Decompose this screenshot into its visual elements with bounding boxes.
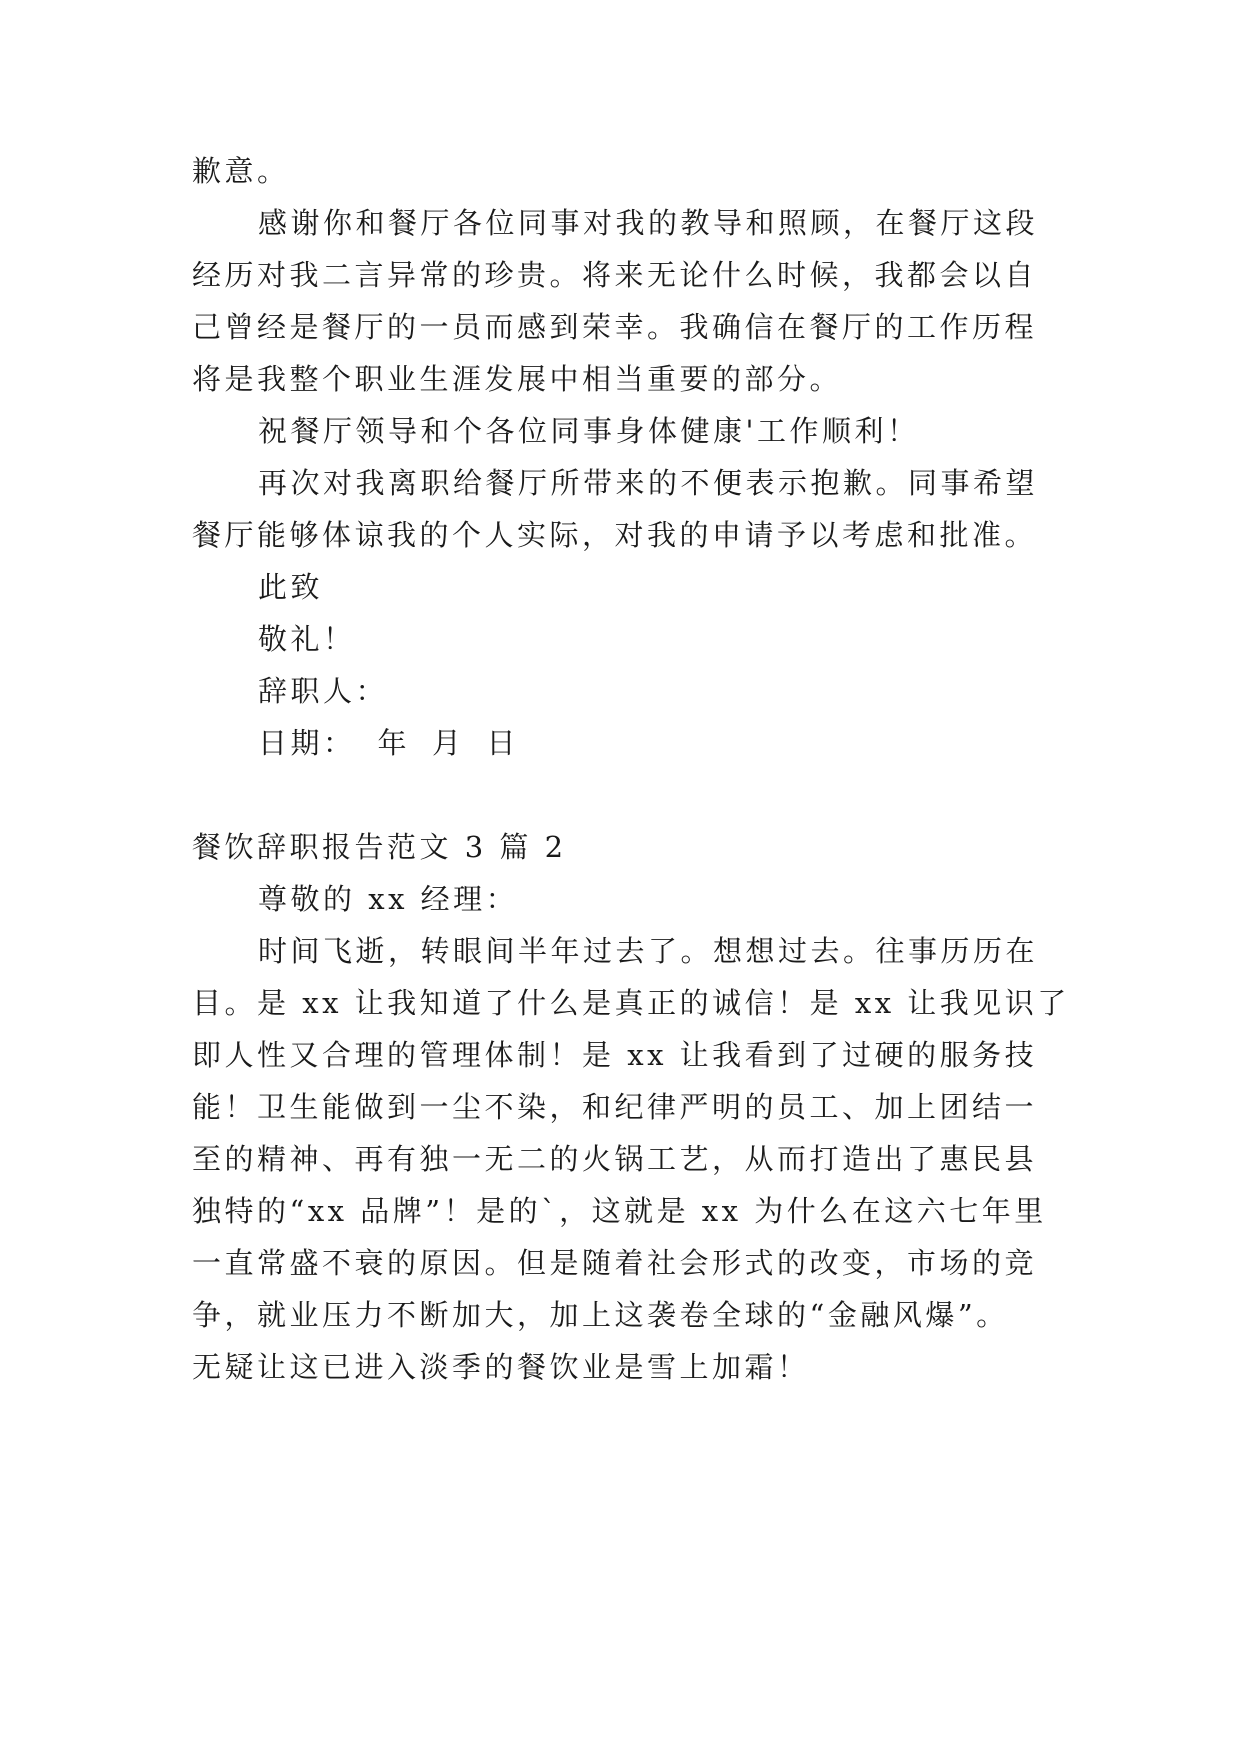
body-line-3: 即人性又合理的管理体制！是 xx 让我看到了过硬的服务技 xyxy=(192,1038,1038,1072)
wish-line: 祝餐厅领导和个各位同事身体健康'工作顺利！ xyxy=(258,414,920,448)
date-month: 月 xyxy=(432,726,465,760)
thanks-line-3: 己曾经是餐厅的一员而感到荣幸。我确信在餐厅的工作历程 xyxy=(192,310,1038,344)
body-line-4: 能！卫生能做到一尘不染，和纪律严明的员工、加上团结一 xyxy=(192,1090,1038,1124)
date-row xyxy=(258,723,519,763)
closing-line-1: 此致 xyxy=(258,570,324,604)
body-line-5: 至的精神、再有独一无二的火锅工艺，从而打造出了惠民县 xyxy=(192,1142,1038,1176)
signer-label: 辞职人： xyxy=(258,674,389,708)
apology-line-1: 再次对我离职给餐厅所带来的不便表示抱歉。同事希望 xyxy=(258,466,1039,500)
salutation: 尊敬的 xx 经理： xyxy=(258,882,519,916)
apology-line-2: 餐厅能够体谅我的个人实际，对我的申请予以考虑和批准。 xyxy=(192,518,1038,552)
body-line-2: 目。是 xx 让我知道了什么是真正的诚信！是 xx 让我见识了 xyxy=(192,986,1070,1020)
thanks-line-2: 经历对我二言异常的珍贵。将来无论什么时候，我都会以自 xyxy=(192,258,1038,292)
date-day: 日 xyxy=(486,726,520,760)
body-line-8: 争，就业压力不断加大，加上这袭卷全球的“金融风爆”。 xyxy=(192,1298,1009,1332)
date-label: 日期： xyxy=(258,726,356,760)
thanks-line-1: 感谢你和餐厅各位同事对我的教导和照顾，在餐厅这段 xyxy=(258,206,1039,240)
body-line-6: 独特的“xx 品牌”！是的`，这就是 xx 为什么在这六七年里 xyxy=(192,1194,1047,1228)
thanks-line-4: 将是我整个职业生涯发展中相当重要的部分。 xyxy=(192,362,843,396)
body-line-7: 一直常盛不衰的原因。但是随着社会形式的改变，市场的竞 xyxy=(192,1246,1038,1280)
date-year: 年 xyxy=(377,726,411,760)
section-title: 餐饮辞职报告范文 3 篇 2 xyxy=(192,830,567,864)
closing-line-2: 敬礼！ xyxy=(258,622,356,656)
body-line-1: 时间飞逝，转眼间半年过去了。想想过去。往事历历在 xyxy=(258,934,1039,968)
paragraph-tail: 歉意。 xyxy=(192,154,290,188)
body-line-9: 无疑让这已进入淡季的餐饮业是雪上加霜！ xyxy=(192,1350,810,1384)
